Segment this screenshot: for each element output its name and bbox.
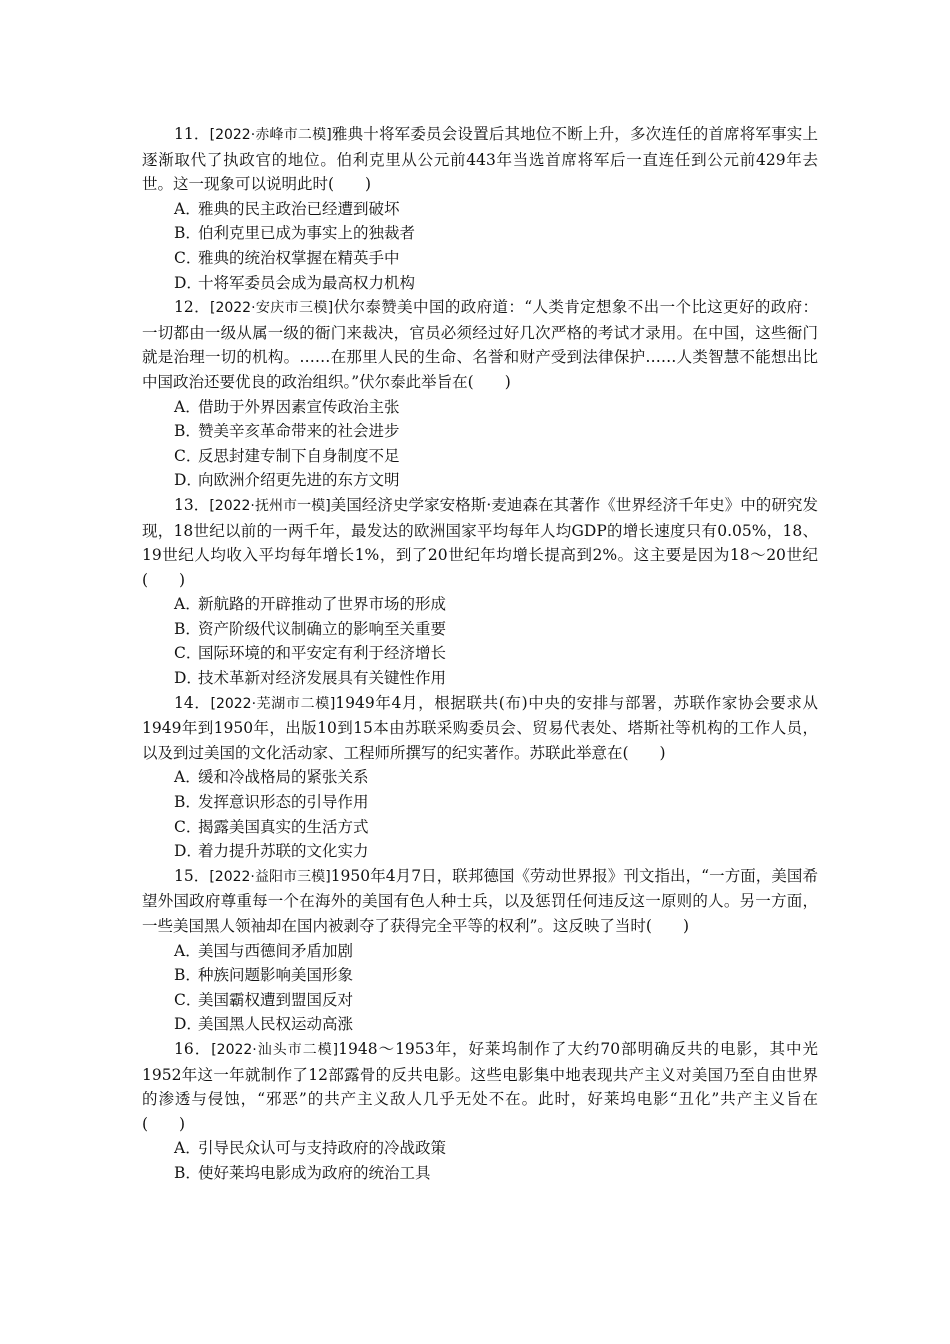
option-letter: D． bbox=[174, 1015, 202, 1034]
question-number: 16． bbox=[174, 1039, 212, 1058]
option-text: 雅典的统治权掌握在精英手中 bbox=[198, 248, 400, 267]
question-text: 伏尔泰赞美中国的政府道：“人类肯定想象不出一个比这更好的政府：一切都由一级从属一级的衙门来裁决，官员必须经过好几次严格的考试才录用。在中国，这些衙门就是治理一切的机构。……在那里人民的生命、名誉和财产受到法律保护……人类智慧不能想出比中国政治还要优良的政治组织。”伏尔泰此举旨在( ) bbox=[142, 298, 818, 391]
option-letter: A． bbox=[174, 768, 201, 787]
option-letter: D． bbox=[174, 842, 202, 861]
exam-page bbox=[142, 122, 818, 1186]
option-text: 美国黑人民权运动高涨 bbox=[198, 1015, 354, 1034]
option-letter: B． bbox=[174, 422, 201, 441]
question-text: 雅典十将军委员会设置后其地位不断上升，多次连任的首席将军事实上逐渐取代了执政官的地位。伯利克里从公元前443年当选首席将军后一直连任到公元前429年去世。这一现象可以说明此时( ) bbox=[142, 125, 818, 194]
question-number: 12． bbox=[174, 298, 210, 317]
option-letter: B． bbox=[174, 966, 201, 985]
option-a bbox=[142, 592, 818, 617]
option-letter: A． bbox=[174, 199, 201, 218]
option-d bbox=[142, 666, 818, 691]
option-letter: D． bbox=[174, 669, 202, 688]
option-text: 着力提升苏联的文化实力 bbox=[198, 842, 369, 861]
option-letter: C． bbox=[174, 446, 202, 465]
option-b bbox=[142, 221, 818, 246]
option-letter: A． bbox=[174, 595, 201, 614]
option-c bbox=[142, 641, 818, 666]
option-a bbox=[142, 765, 818, 790]
question-number: 15． bbox=[174, 866, 210, 885]
option-d bbox=[142, 468, 818, 493]
question-15 bbox=[142, 864, 818, 1037]
option-letter: B． bbox=[174, 224, 201, 243]
option-b bbox=[142, 963, 818, 988]
option-text: 引导民众认可与支持政府的冷战政策 bbox=[198, 1139, 447, 1158]
option-b bbox=[142, 419, 818, 444]
option-text: 伯利克里已成为事实上的独裁者 bbox=[198, 224, 416, 243]
question-number: 13． bbox=[174, 495, 210, 514]
question-source: [2022·安庆市三模] bbox=[209, 300, 334, 317]
question-14 bbox=[142, 691, 818, 864]
option-text: 使好莱坞电影成为政府的统治工具 bbox=[198, 1163, 431, 1182]
option-text: 国际环境的和平安定有利于经济增长 bbox=[198, 644, 447, 663]
option-text: 缓和冷战格局的紧张关系 bbox=[198, 768, 369, 787]
option-text: 发挥意识形态的引导作用 bbox=[198, 793, 369, 812]
option-text: 向欧洲介绍更先进的东方文明 bbox=[198, 471, 400, 490]
option-a bbox=[142, 197, 818, 222]
option-text: 借助于外界因素宣传政治主张 bbox=[198, 397, 400, 416]
question-16 bbox=[142, 1037, 818, 1186]
option-text: 揭露美国真实的生活方式 bbox=[198, 817, 369, 836]
option-letter: C． bbox=[174, 817, 202, 836]
option-letter: A． bbox=[174, 397, 201, 416]
option-letter: D． bbox=[174, 273, 202, 292]
question-text: 1948～1953年，好莱坞制作了大约70部明确反共的电影，其中光1952年这一年就制作了12部露骨的反共电影。这些电影集中地表现共产主义对美国乃至自由世界的渗透与侵蚀，“邪恶”的共产主义敌人几乎无处不在。此时，好莱坞电影“丑化”共产主义旨在( ) bbox=[142, 1039, 818, 1133]
question-stem bbox=[142, 864, 818, 939]
option-letter: C． bbox=[174, 248, 202, 267]
question-source: [2022·芜湖市二模] bbox=[210, 695, 336, 712]
question-13 bbox=[142, 493, 818, 691]
option-c bbox=[142, 815, 818, 840]
question-text: 1949年4月，根据联共(布)中央的安排与部署，苏联作家协会要求从1949年到1950年，出版10到15本由苏联采购委员会、贸易代表处、塔斯社等机构的工作人员，以及到过美国的文化活动家、工程师所撰写的纪实著作。苏联此举意在( ) bbox=[142, 693, 818, 762]
option-letter: B． bbox=[174, 619, 201, 638]
option-text: 美国霸权遭到盟国反对 bbox=[198, 990, 354, 1009]
option-b bbox=[142, 790, 818, 815]
question-stem bbox=[142, 493, 818, 592]
option-text: 雅典的民主政治已经遭到破坏 bbox=[198, 199, 400, 218]
option-letter: A． bbox=[174, 941, 201, 960]
option-text: 新航路的开辟推动了世界市场的形成 bbox=[198, 595, 447, 614]
question-stem bbox=[142, 295, 818, 394]
option-text: 资产阶级代议制确立的影响至关重要 bbox=[198, 619, 447, 638]
question-stem bbox=[142, 691, 818, 766]
option-letter: C． bbox=[174, 644, 202, 663]
option-letter: D． bbox=[174, 471, 202, 490]
option-letter: B． bbox=[174, 1163, 201, 1182]
option-d bbox=[142, 1012, 818, 1037]
option-d bbox=[142, 839, 818, 864]
question-source: [2022·益阳市三模] bbox=[209, 868, 331, 885]
option-text: 十将军委员会成为最高权力机构 bbox=[198, 273, 416, 292]
question-11 bbox=[142, 122, 818, 295]
question-source: [2022·汕头市二模] bbox=[211, 1041, 339, 1058]
question-text: 1950年4月7日，联邦德国《劳动世界报》刊文指出，“一方面，美国希望外国政府尊重每一个在海外的美国有色人种士兵，以及惩罚任何违反这一原则的人。另一方面，一些美国黑人领袖却在国内被剥夺了获得完全平等的权利”。这反映了当时( ) bbox=[142, 866, 818, 935]
option-text: 赞美辛亥革命带来的社会进步 bbox=[198, 422, 400, 441]
question-text: 美国经济史学家安格斯·麦迪森在其著作《世界经济千年史》中的研究发现，18世纪以前的一两千年，最发达的欧洲国家平均每年人均GDP的增长速度只有0.05%，18、19世纪人均收入平均每年增长1%，到了20世纪年均增长提高到2%。这主要是因为18～20世纪( ) bbox=[142, 495, 818, 589]
option-letter: C． bbox=[174, 990, 202, 1009]
option-letter: B． bbox=[174, 793, 201, 812]
question-stem bbox=[142, 1037, 818, 1136]
option-c bbox=[142, 246, 818, 271]
option-b bbox=[142, 1161, 818, 1186]
option-a bbox=[142, 395, 818, 420]
question-12 bbox=[142, 295, 818, 493]
option-letter: A． bbox=[174, 1139, 201, 1158]
question-source: [2022·抚州市一模] bbox=[209, 497, 331, 514]
question-source: [2022·赤峰市二模] bbox=[209, 127, 332, 143]
option-a bbox=[142, 939, 818, 964]
question-number: 11． bbox=[174, 125, 210, 143]
option-d bbox=[142, 271, 818, 296]
option-c bbox=[142, 988, 818, 1013]
question-number: 14． bbox=[174, 693, 211, 712]
option-text: 种族问题影响美国形象 bbox=[198, 966, 354, 985]
option-text: 反思封建专制下自身制度不足 bbox=[198, 446, 400, 465]
question-stem bbox=[142, 122, 818, 197]
option-text: 美国与西德间矛盾加剧 bbox=[198, 941, 354, 960]
option-a bbox=[142, 1136, 818, 1161]
option-text: 技术革新对经济发展具有关键性作用 bbox=[198, 669, 447, 688]
option-c bbox=[142, 444, 818, 469]
option-b bbox=[142, 617, 818, 642]
